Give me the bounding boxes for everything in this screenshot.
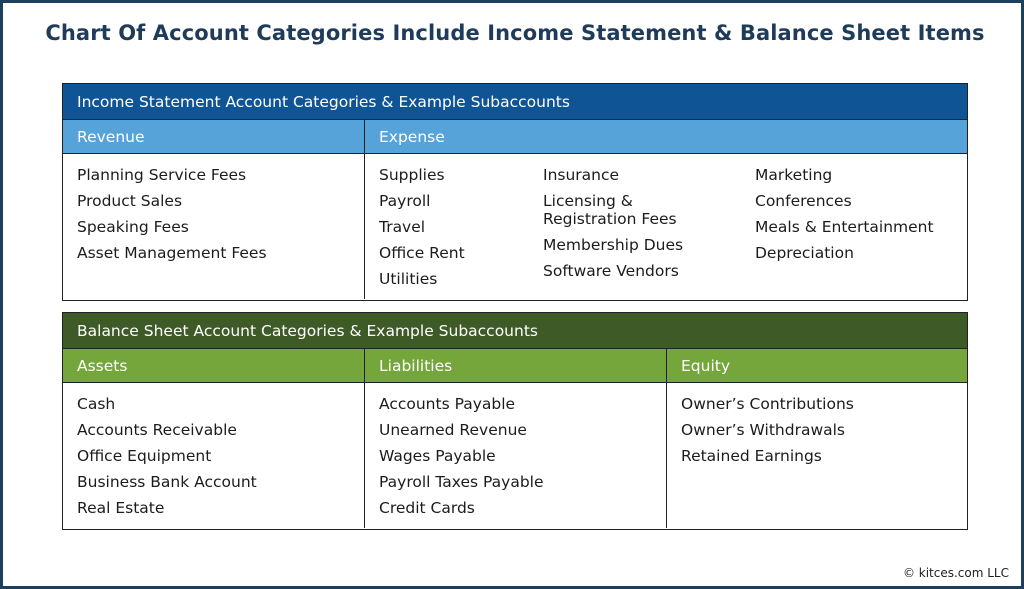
copyright-notice: © kitces.com LLC (902, 566, 1009, 580)
asset-item: Business Bank Account (77, 473, 257, 491)
liabilities-list (365, 383, 667, 528)
income-statement-header: Income Statement Account Categories & Example Subaccounts (63, 84, 967, 120)
expense-item: Software Vendors (543, 262, 679, 280)
expense-item: Insurance (543, 166, 620, 184)
expense-column-3 (755, 162, 934, 299)
equity-item: Retained Earnings (681, 447, 822, 465)
expense-item: Depreciation (755, 244, 854, 262)
liabilities-heading: Liabilities (365, 349, 667, 382)
expense-item: Marketing (755, 166, 833, 184)
balance-sheet-table (62, 312, 968, 530)
equity-item: Owner’s Withdrawals (681, 421, 845, 439)
revenue-item: Planning Service Fees (77, 166, 247, 184)
expense-item: Membership Dues (543, 236, 684, 254)
balance-sheet-header: Balance Sheet Account Categories & Example Subaccounts (63, 313, 967, 349)
asset-item: Office Equipment (77, 447, 212, 465)
liability-item: Payroll Taxes Payable (379, 473, 544, 491)
expense-item: Office Rent (379, 244, 465, 262)
expense-item: Travel (379, 218, 426, 236)
liability-item: Accounts Payable (379, 395, 516, 413)
liability-item: Wages Payable (379, 447, 496, 465)
assets-list (63, 383, 365, 528)
income-statement-subheader (63, 120, 967, 154)
expense-item: Utilities (379, 270, 438, 288)
equity-heading: Equity (681, 357, 731, 375)
liability-item: Credit Cards (379, 499, 475, 517)
income-statement-table (62, 83, 968, 301)
revenue-item: Product Sales (77, 192, 183, 210)
expense-item: Conferences (755, 192, 852, 210)
expense-column-2 (543, 162, 755, 299)
balance-sheet-subheader (63, 349, 967, 383)
liability-item: Unearned Revenue (379, 421, 527, 439)
expense-heading: Expense (379, 128, 445, 146)
page-title: Chart Of Account Categories Include Income Statement & Balance Sheet Items (45, 21, 985, 45)
asset-item: Cash (77, 395, 116, 413)
expense-item: Payroll (379, 192, 431, 210)
equity-list (667, 383, 967, 528)
equity-item: Owner’s Contributions (681, 395, 854, 413)
expense-item: Supplies (379, 166, 445, 184)
assets-heading: Assets (63, 349, 365, 382)
expense-item: Licensing & Registration Fees (543, 192, 677, 228)
asset-item: Accounts Receivable (77, 421, 237, 439)
revenue-heading: Revenue (63, 120, 365, 153)
revenue-item: Asset Management Fees (77, 244, 267, 262)
asset-item: Real Estate (77, 499, 165, 517)
expense-column-1 (379, 162, 543, 299)
revenue-list (63, 154, 365, 299)
balance-sheet-body (63, 383, 967, 528)
expense-item: Meals & Entertainment (755, 218, 934, 236)
revenue-item: Speaking Fees (77, 218, 189, 236)
expense-list (365, 154, 967, 299)
income-statement-body (63, 154, 967, 299)
